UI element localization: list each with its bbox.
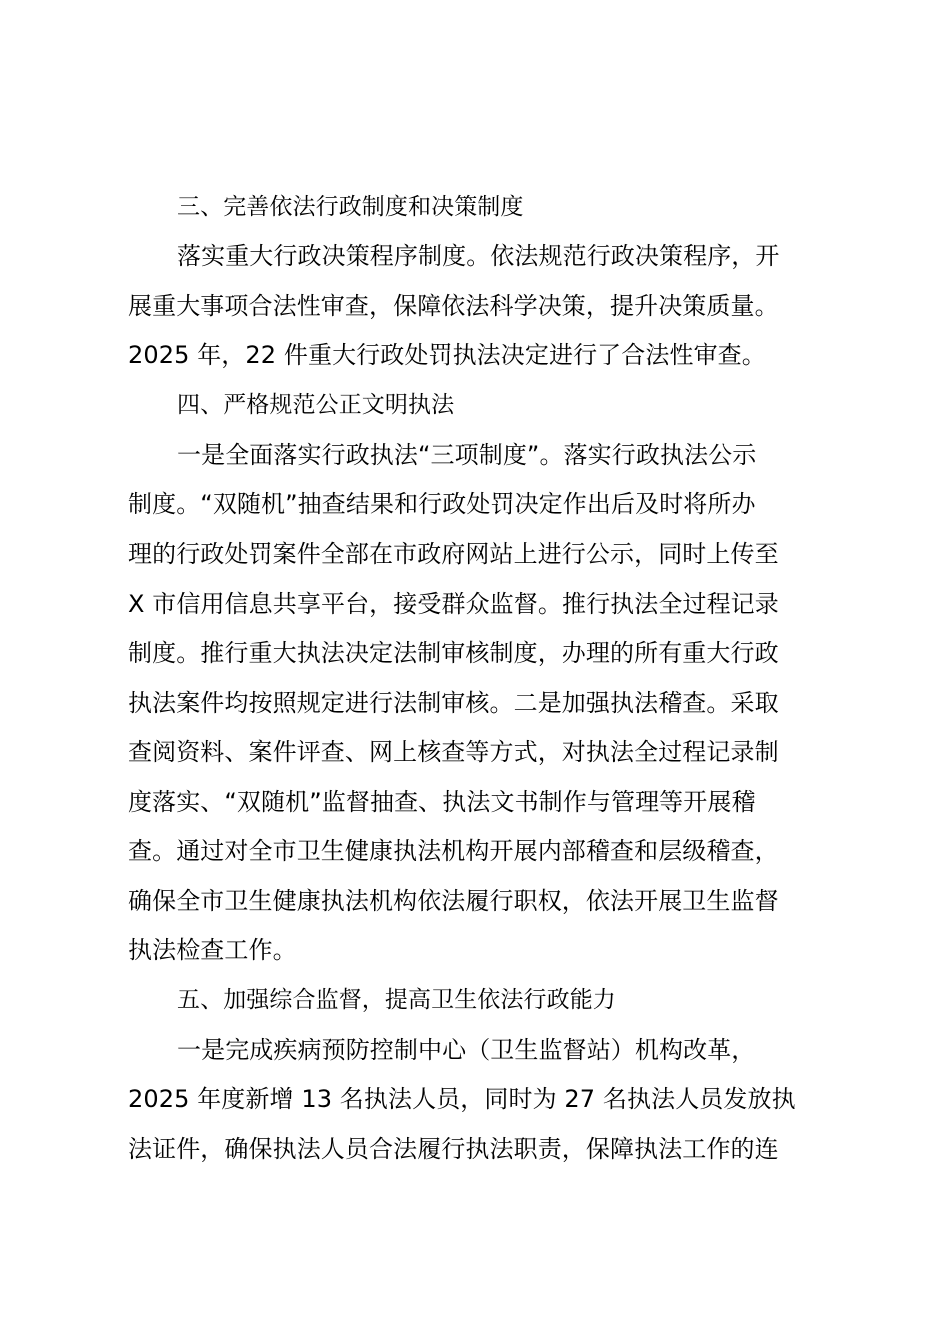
- paragraph-line: 一是全面落实行政执法“三项制度”。落实行政执法公示: [177, 441, 757, 469]
- section-heading-3: 三、完善依法行政制度和决策制度: [177, 194, 524, 220]
- paragraph-line: 执法案件均按照规定进行法制审核。二是加强执法稽查。采取: [128, 689, 779, 717]
- paragraph-line: 制度。推行重大执法决定法制审核制度，办理的所有重大行政: [128, 639, 779, 667]
- paragraph-line: 确保全市卫生健康执法机构依法履行职权，依法开展卫生监督: [128, 887, 779, 915]
- paragraph-line: 制度。“双随机”抽查结果和行政处罚决定作出后及时将所办: [128, 490, 756, 518]
- paragraph-line: 度落实、“双随机”监督抽查、执法文书制作与管理等开展稽: [128, 788, 756, 816]
- paragraph-line: 2025 年度新增 13 名执法人员，同时为 27 名执法人员发放执: [128, 1085, 796, 1113]
- section-heading-4: 四、严格规范公正文明执法: [177, 392, 455, 418]
- paragraph-line: 一是完成疾病预防控制中心（卫生监督站）机构改革，: [177, 1036, 756, 1064]
- paragraph-line: 落实重大行政决策程序制度。依法规范行政决策程序，开: [177, 242, 780, 270]
- paragraph-line: X 市信用信息共享平台，接受群众监督。推行执法全过程记录: [128, 590, 779, 618]
- paragraph-line: 2025 年，22 件重大行政处罚执法决定进行了合法性审查。: [128, 341, 766, 369]
- paragraph-line: 执法检查工作。: [128, 936, 297, 964]
- paragraph-line: 法证件，确保执法人员合法履行执法职责，保障执法工作的连: [128, 1135, 779, 1163]
- paragraph-line: 查。通过对全市卫生健康执法机构开展内部稽查和层级稽查，: [128, 837, 779, 865]
- paragraph-line: 查阅资料、案件评查、网上核查等方式，对执法全过程记录制: [128, 738, 779, 766]
- paragraph-line: 理的行政处罚案件全部在市政府网站上进行公示，同时上传至: [128, 540, 779, 568]
- paragraph-line: 展重大事项合法性审查，保障依法科学决策，提升决策质量。: [128, 292, 779, 320]
- section-heading-5: 五、加强综合监督，提高卫生依法行政能力: [177, 987, 616, 1013]
